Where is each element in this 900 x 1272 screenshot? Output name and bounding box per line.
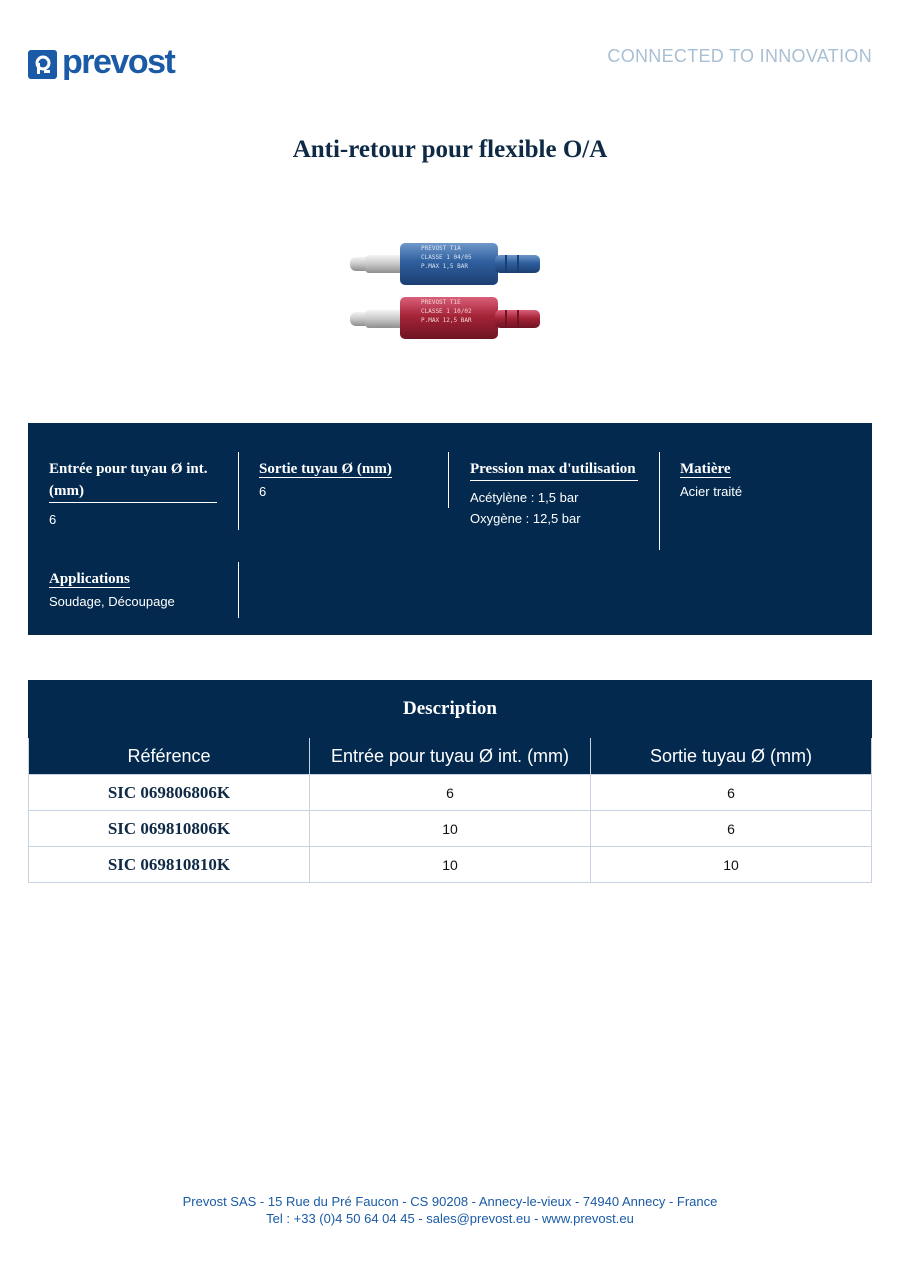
prevost-logo-icon [28,50,57,79]
oxygen-valve [350,243,540,285]
product-image [345,236,555,346]
spec-applications [49,568,237,612]
column-header-inlet: Entrée pour tuyau Ø int. (mm) [310,738,591,775]
inlet-cell: 10 [310,847,591,883]
footer [0,1193,900,1227]
divider [238,452,239,530]
divider [238,562,239,618]
svg-text:CLASSE 1 04/05: CLASSE 1 04/05 [421,254,472,261]
column-header-reference: Référence [29,738,310,775]
spec-pressure-acetylene: Acétylène : 1,5 bar [470,490,579,505]
spec-inlet [49,458,237,530]
outlet-cell: 10 [591,847,872,883]
spec-applications-value: Soudage, Découpage [49,594,175,609]
specs-panel [28,423,872,635]
spec-outlet [259,458,447,502]
description-table [28,738,872,883]
svg-text:PREVOST T1E: PREVOST T1E [421,299,461,306]
spec-outlet-value: 6 [259,484,267,499]
page-title: Anti-retour pour flexible O/A [292,136,608,163]
footer-address: Prevost SAS - 15 Rue du Pré Faucon - CS 90208 - Annecy-le-vieux - 74940 Annecy - France [182,1194,718,1209]
spec-material-value: Acier traité [680,484,743,499]
inlet-cell: 10 [310,811,591,847]
spec-pressure-oxygen: Oxygène : 12,5 bar [470,511,581,526]
divider [659,452,660,550]
spec-pressure-label: Pression max d'utilisation [470,461,636,477]
reference-cell[interactable]: SIC 069810810K [29,847,310,883]
table-header-row [29,738,872,775]
reference-cell[interactable]: SIC 069810806K [29,811,310,847]
description-section [28,680,872,883]
spec-pressure [470,458,658,529]
spec-inlet-value: 6 [49,512,57,527]
reference-cell[interactable]: SIC 069806806K [29,775,310,811]
spec-outlet-label: Sortie tuyau Ø (mm) [259,461,392,477]
check-valve-pair-icon [345,236,555,346]
svg-text:CLASSE 1 10/02: CLASSE 1 10/02 [421,308,472,315]
table-row [29,775,872,811]
spec-material [680,458,868,502]
table-row [29,847,872,883]
outlet-cell: 6 [591,775,872,811]
footer-contact[interactable]: Tel : +33 (0)4 50 64 04 45 - sales@prevost.eu - www.prevost.eu [266,1211,634,1226]
tagline: CONNECTED TO INNOVATION [607,46,872,66]
spec-inlet-label: Entrée pour tuyau Ø int. (mm) [49,461,208,499]
description-title: Description [28,680,872,738]
spec-material-label: Matière [680,461,731,477]
svg-text:PREVOST T1A: PREVOST T1A [421,245,461,252]
divider [448,452,449,508]
spec-applications-label: Applications [49,571,130,587]
table-row [29,811,872,847]
inlet-cell: 6 [310,775,591,811]
column-header-outlet: Sortie tuyau Ø (mm) [591,738,872,775]
svg-text:P.MAX 1,5 BAR: P.MAX 1,5 BAR [421,263,468,270]
outlet-cell: 6 [591,811,872,847]
acetylene-valve [350,297,540,339]
logo-text: prevost [62,42,175,81]
prevost-logo[interactable] [28,44,174,79]
svg-text:P.MAX 12,5 BAR: P.MAX 12,5 BAR [421,317,472,324]
